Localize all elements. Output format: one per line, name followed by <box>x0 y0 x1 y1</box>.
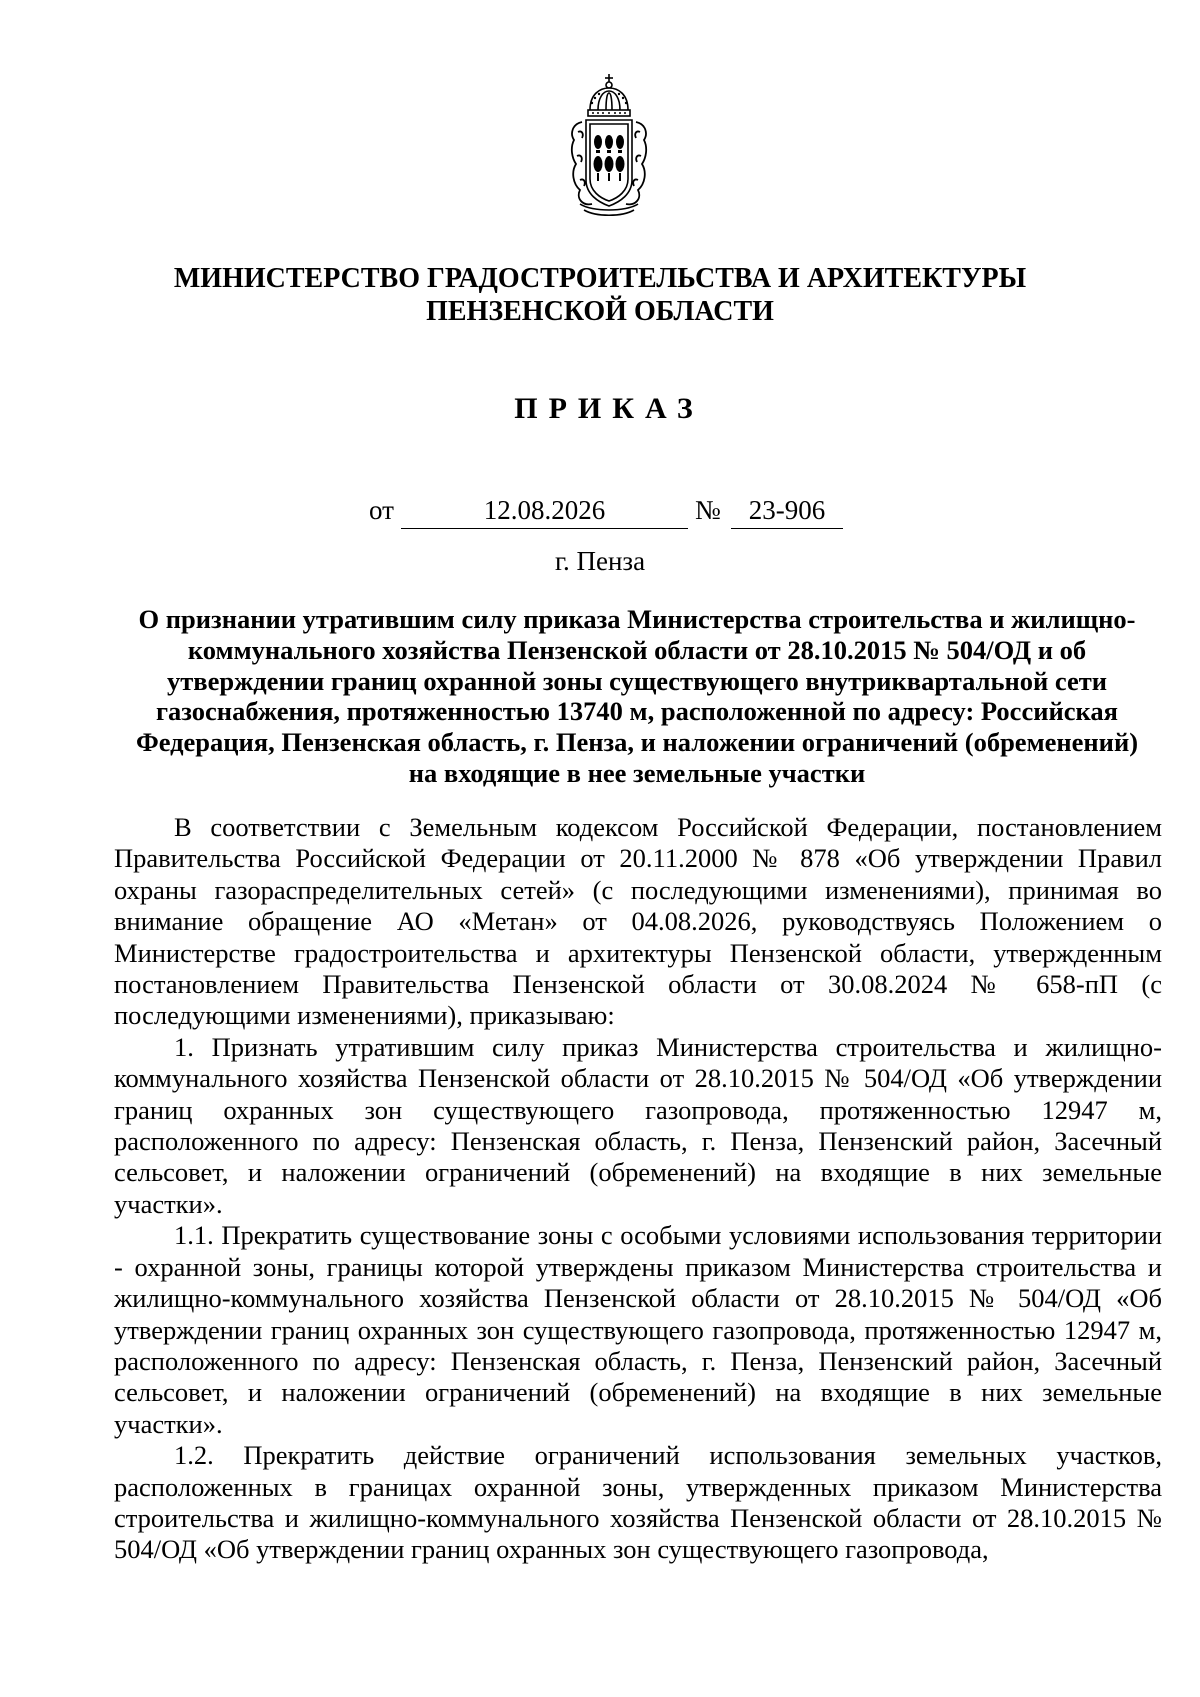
subject-line: коммунального хозяйства Пензенской области от 28.10.2015 № 504/ОД и об <box>187 634 1087 665</box>
subject-line: газоснабжения, протяженностью 13740 м, расположенной по адресу: Российская <box>156 696 1118 727</box>
ministry-name <box>100 262 1100 328</box>
number-label: № <box>695 495 721 525</box>
clause-1-1: 1.1. Прекратить существование зоны с особыми условиями использования территории - охранной зоны, границы которой утверждены приказом Министерства строительства и жилищно-коммунального хозяйства Пензенской области от 28.10.2015 № 504/ОД «Об утверждении границ охранных зон существующего газопровода, протяженностью 12947 м, расположенного по адресу: Пензенская область, г. Пенза, Пензенский район, Засечный сельсовет, и наложении ограничений (обременений) на входящие в них земельные участки». <box>114 1220 1162 1439</box>
document-type: ПРИКАЗ <box>514 392 704 425</box>
coat-of-arms-icon <box>568 72 650 218</box>
preamble-paragraph: В соответствии с Земельным кодексом Российской Федерации, постановлением Правительства Российской Федерации от 20.11.2000 № 878 «Об утверждении Правил охраны газораспределительных сетей» (с последующими изменениями), принимая во внимание обращение АО «Метан» от 04.08.2026, руководствуясь Положением о Министерстве градостроительства и архитектуры Пензенской области, утвержденным постановлением Правительства Пензенской области от 30.08.2024 № 658-пП (с последующими изменениями), приказываю: <box>114 812 1162 1031</box>
subject-line: утверждении границ охранной зоны существующего внутриквартальной сети <box>166 665 1107 696</box>
clause-1-2: 1.2. Прекратить действие ограничений использования земельных участков, расположенных в границах охранной зоны, утвержденных приказом Министерства строительства и жилищно-коммунального хозяйства Пензенской области от 28.10.2015 № 504/ОД «Об утверждении границ охранных зон существующего газопровода, <box>114 1440 1162 1565</box>
city: г. Пенза <box>554 546 646 576</box>
date-label: от <box>369 495 394 525</box>
clause-1: 1. Признать утратившим силу приказ Министерства строительства и жилищно-коммунального хозяйства Пензенской области от 28.10.2015 № 504/ОД «Об утверждении границ охранных зон существующего газопровода, протяженностью 12947 м, расположенного по адресу: Пензенская область, г. Пенза, Пензенский район, Засечный сельсовет, и наложении ограничений (обременений) на входящие в них земельные участки». <box>114 1031 1162 1219</box>
subject-line: Федерация, Пензенская область, г. Пенза, и наложении ограничений (обременений) <box>135 727 1139 758</box>
ministry-name-line2: ПЕНЗЕНСКОЙ ОБЛАСТИ <box>426 296 774 327</box>
order-date-number-row <box>0 495 1200 535</box>
subject-line: на входящие в нее земельные участки <box>408 757 866 788</box>
ministry-name-line1: МИНИСТЕРСТВО ГРАДОСТРОИТЕЛЬСТВА И АРХИТЕКТУРЫ <box>173 263 1027 294</box>
order-date: 12.08.2026 <box>401 495 688 529</box>
order-body <box>114 812 1162 1566</box>
subject-line: О признании утратившим силу приказа Министерства строительства и жилищно- <box>138 604 1136 634</box>
order-number: 23-906 <box>731 495 843 529</box>
order-subject <box>112 604 1162 789</box>
